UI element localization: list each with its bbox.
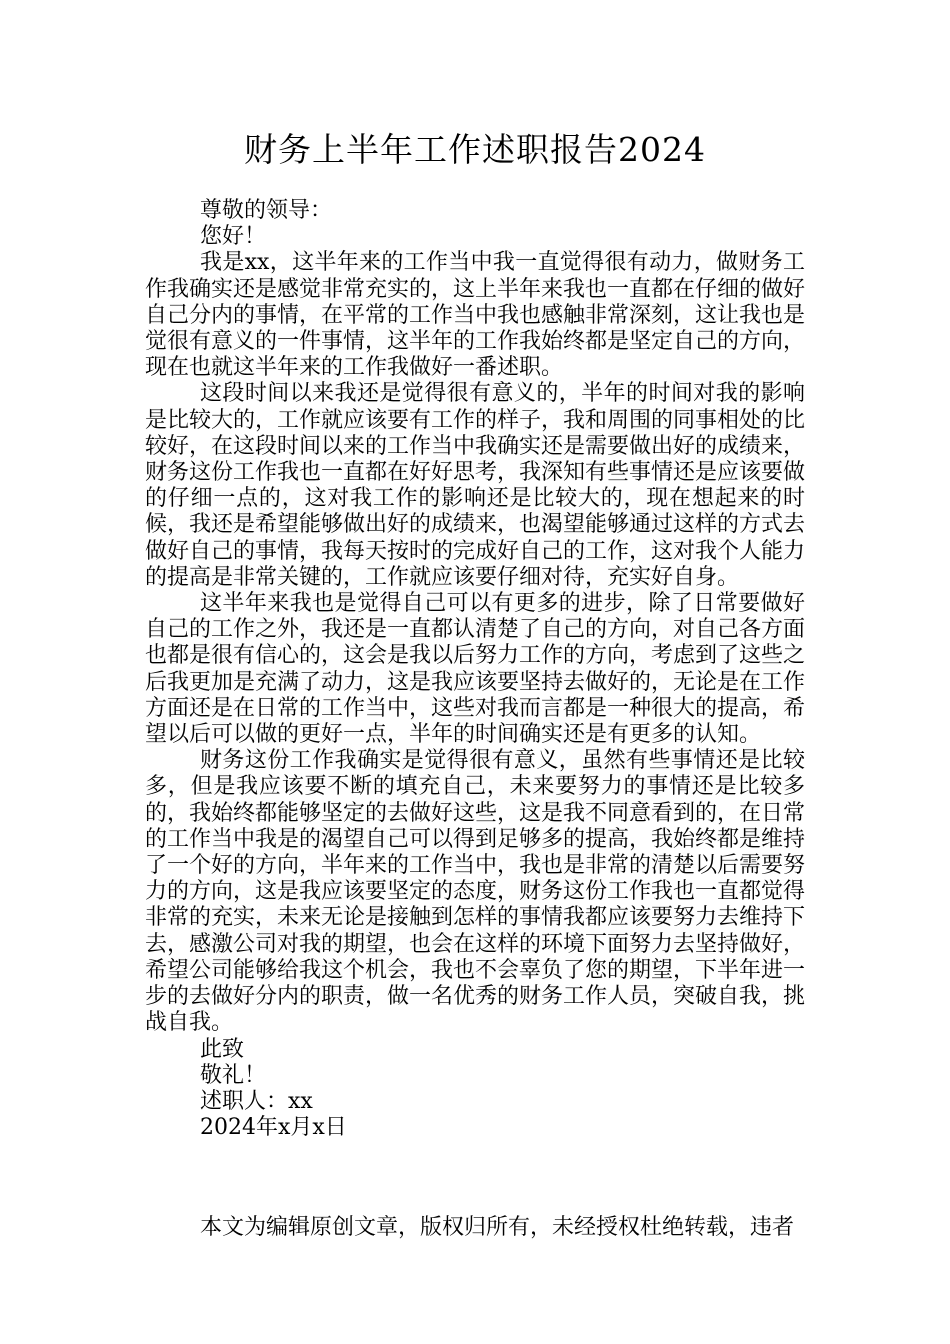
closing: 此致 [200, 1036, 245, 1062]
paragraph-4: 财务这份工作我确实是觉得很有意义，虽然有些事情还是比较多，但是我应该要不断的填充自己，未来要努力的事情还是比较多的，我始终都能够坚定的去做好这些，这是我不同意看到的，在日常的工作当中我是的渴望自己可以得到足够多的提高，我始终都是维持了一个好的方向，半年来的工作当中，我也是非常的清楚以后需要努力的方向，这是我应该要坚定的态度，财务这份工作我也一直都觉得非常的充实，未来无论是接触到怎样的事情我都应该要努力去维持下去，感激公司对我的期望，也会在这样的环境下面努力去坚持做好，希望公司能够给我这个机会，我也不会辜负了您的期望，下半年进一步的去做好分内的职责，做一名优秀的财务工作人员，突破自我，挑战自我。 [145, 748, 806, 1036]
date: 2024年x月x日 [200, 1115, 347, 1141]
document-title: 财务上半年工作述职报告2024 [244, 130, 706, 169]
greeting: 您好！ [200, 224, 267, 250]
salutation: 尊敬的领导： [200, 198, 333, 223]
copyright-note: 本文为编辑原创文章，版权归所有，未经授权杜绝转载，违者 [200, 1215, 795, 1240]
signature: 述职人：xx [200, 1088, 313, 1114]
paragraph-1: 我是xx，这半年来的工作当中我一直觉得很有动力，做财务工作我确实还是感觉非常充实的，这上半年来我也一直都在仔细的做好自己分内的事情，在平常的工作当中我也感触非常深刻，这让我也是觉很有意义的一件事情，这半年的工作我始终都是坚定自己的方向，现在也就这半年来的工作我做好一番述职。 [145, 250, 806, 381]
paragraph-3: 这半年来我也是觉得自己可以有更多的进步，除了日常要做好自己的工作之外，我还是一直都认清楚了自己的方向，对自己各方面也都是很有信心的，这会是我以后努力工作的方向，考虑到了这些之后我更加是充满了动力，这是我应该要坚持去做好的，无论是在工作方面还是在日常的工作当中，这些对我而言都是一种很大的提高，希望以后可以做的更好一点，半年的时间确实还是有更多的认知。 [145, 591, 806, 748]
document-body [145, 198, 805, 1141]
paragraph-2: 这段时间以来我还是觉得很有意义的，半年的时间对我的影响是比较大的，工作就应该要有工作的样子，我和周围的同事相处的比较好，在这段时间以来的工作当中我确实还是需要做出好的成绩来，财务这份工作我也一直都在好好思考，我深知有些事情还是应该要做的仔细一点的，这对我工作的影响还是比较大的，现在想起来的时候，我还是希望能够做出好的成绩来，也渴望能够通过这样的方式去做好自己的事情，我每天按时的完成好自己的工作，这对我个人能力的提高是非常关键的，工作就应该要仔细对待，充实好自身。 [145, 381, 806, 590]
regards: 敬礼！ [200, 1062, 267, 1088]
